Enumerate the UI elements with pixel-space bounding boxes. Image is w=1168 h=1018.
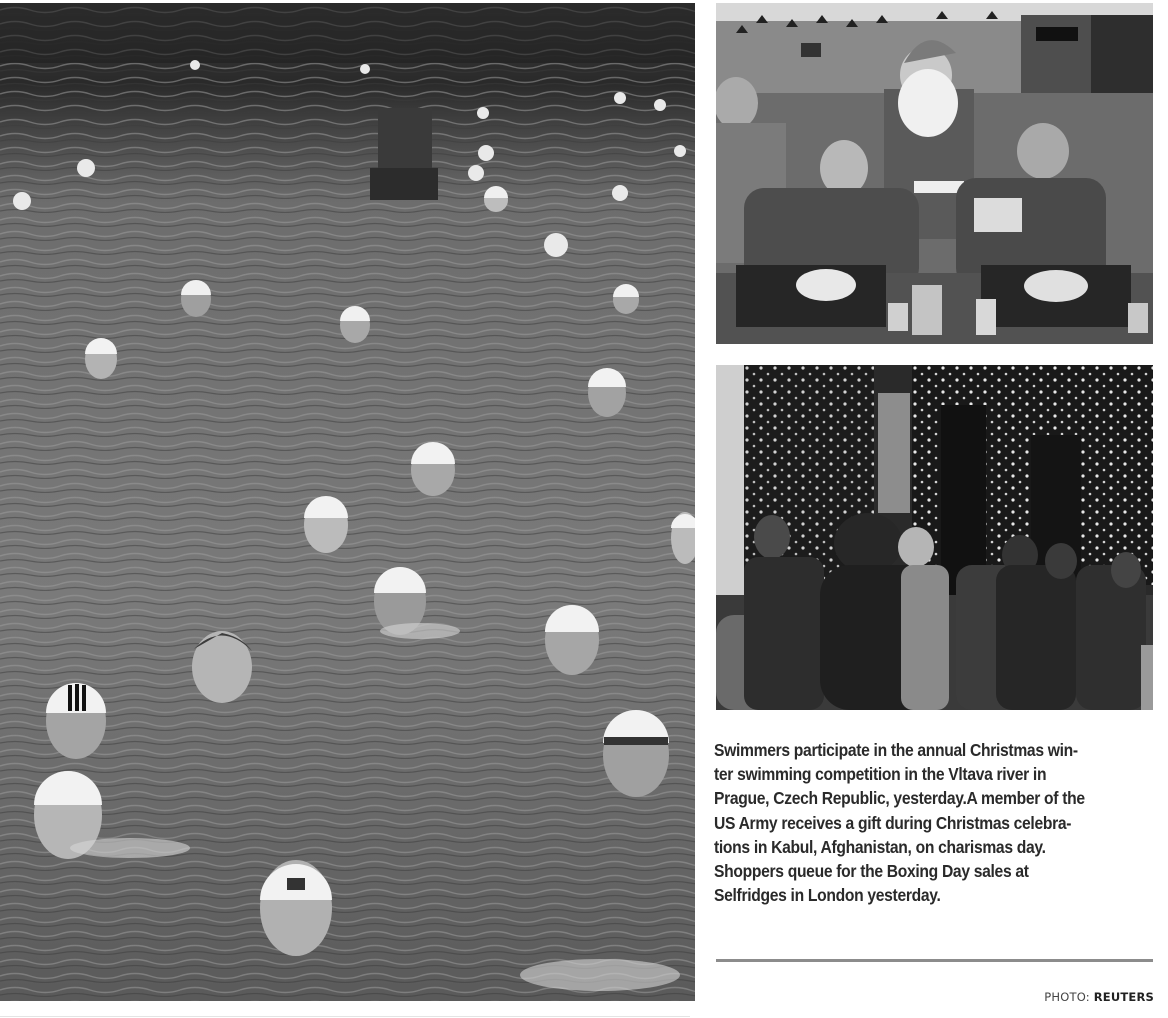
caption-line: Shoppers queue for the Boxing Day sales at (714, 861, 1029, 882)
swimmers-photo (0, 3, 695, 1001)
caption-line: tions in Kabul, Afghanistan, on charismas day. (714, 836, 1046, 857)
divider-rule (716, 959, 1153, 962)
credit-label: PHOTO: (1044, 990, 1090, 1004)
photo-credit (1044, 990, 1154, 1004)
boxing-day-queue-photo (716, 365, 1153, 710)
credit-source: REUTERS (1093, 990, 1154, 1004)
caption-line: ter swimming competition in the Vltava river in (714, 764, 1047, 785)
caption-line: Selfridges in London yesterday. (714, 885, 941, 906)
caption-line: US Army receives a gift during Christmas celebra- (714, 812, 1072, 833)
caption-line: Prague, Czech Republic, yesterday.A member of the (714, 788, 1085, 809)
caption-line: Swimmers participate in the annual Christmas win- (714, 740, 1078, 760)
army-christmas-photo (716, 3, 1153, 344)
page-bottom-divider (0, 1016, 690, 1017)
photo-caption (714, 738, 1155, 907)
